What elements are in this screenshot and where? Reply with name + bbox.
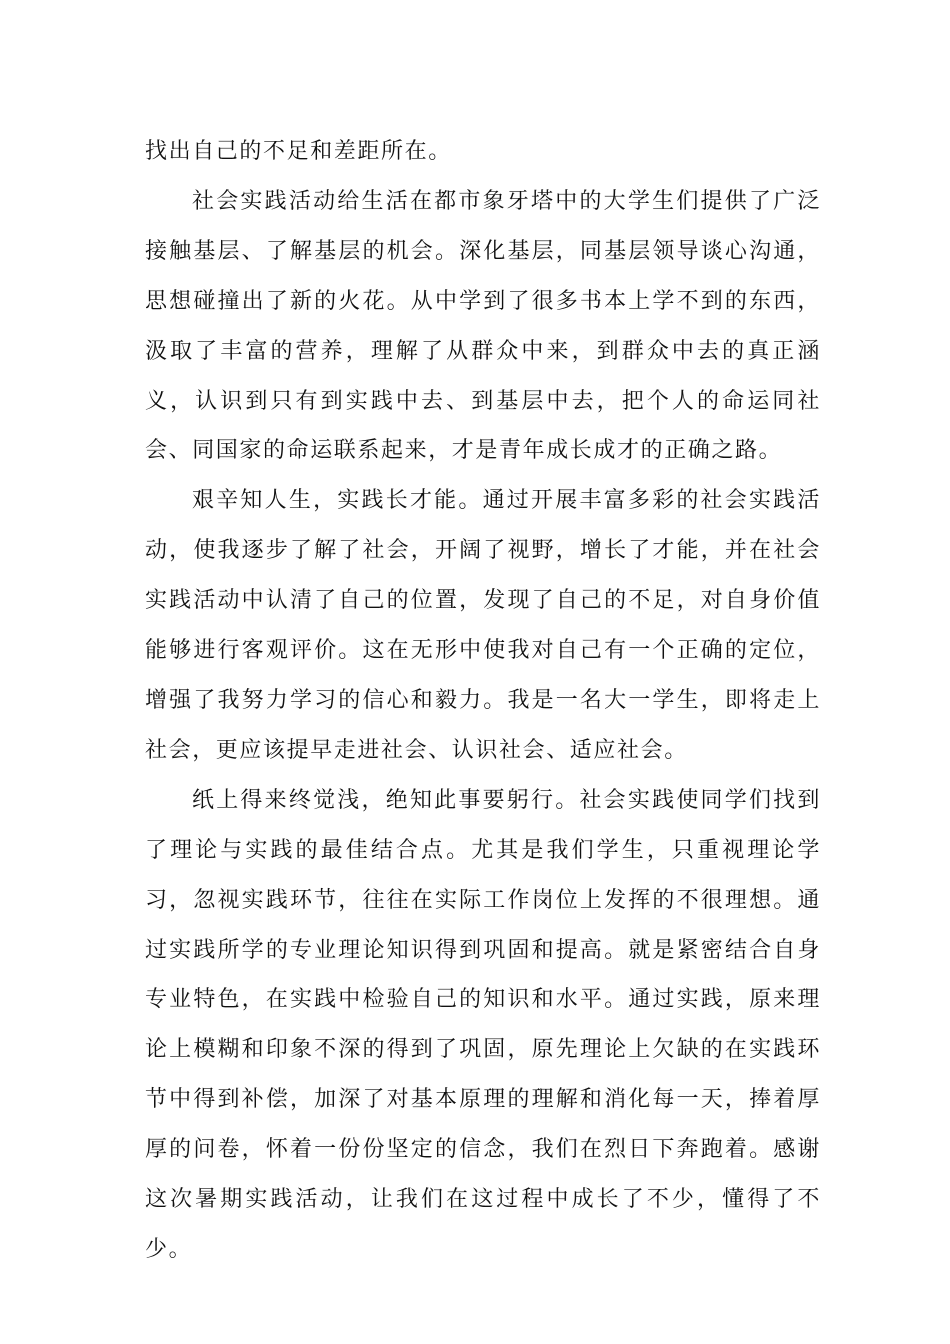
paragraph-social-practice: 社会实践活动给生活在都市象牙塔中的大学生们提供了广泛接触基层、了解基层的机会。深化基层，同基层领导谈心沟通，思想碰撞出了新的火花。从中学到了很多书本上学不到的东西，汲取了丰富的营养，理解了从群众中来，到群众中去的真正涵义，认识到只有到实践中去、到基层中去，把个人的命运同社会、同国家的命运联系起来，才是青年成长成才的正确之路。 (145, 188, 821, 464)
paragraph-continuation: 找出自己的不足和差距所在。 (145, 139, 452, 164)
document-body (145, 127, 821, 1275)
paragraph-hardship: 艰辛知人生，实践长才能。通过开展丰富多彩的社会实践活动，使我逐步了解了社会，开阔了视野，增长了才能，并在社会实践活动中认清了自己的位置，发现了自己的不足，对自身价值能够进行客观评价。这在无形中使我对自己有一个正确的定位，增强了我努力学习的信心和毅力。我是一名大一学生，即将走上社会，更应该提早走进社会、认识社会、适应社会。 (145, 488, 821, 763)
paragraph-theory-practice: 纸上得来终觉浅，绝知此事要躬行。社会实践使同学们找到了理论与实践的最佳结合点。尤其是我们学生，只重视理论学习，忽视实践环节，往往在实际工作岗位上发挥的不很理想。通过实践所学的专业理论知识得到巩固和提高。就是紧密结合自身专业特色，在实践中检验自己的知识和水平。通过实践，原来理论上模糊和印象不深的得到了巩固，原先理论上欠缺的在实践环节中得到补偿，加深了对基本原理的理解和消化每一天，捧着厚厚的问卷，怀着一份份坚定的信念，我们在烈日下奔跑着。感谢这次暑期实践活动，让我们在这过程中成长了不少，懂得了不少。 (145, 787, 821, 1262)
